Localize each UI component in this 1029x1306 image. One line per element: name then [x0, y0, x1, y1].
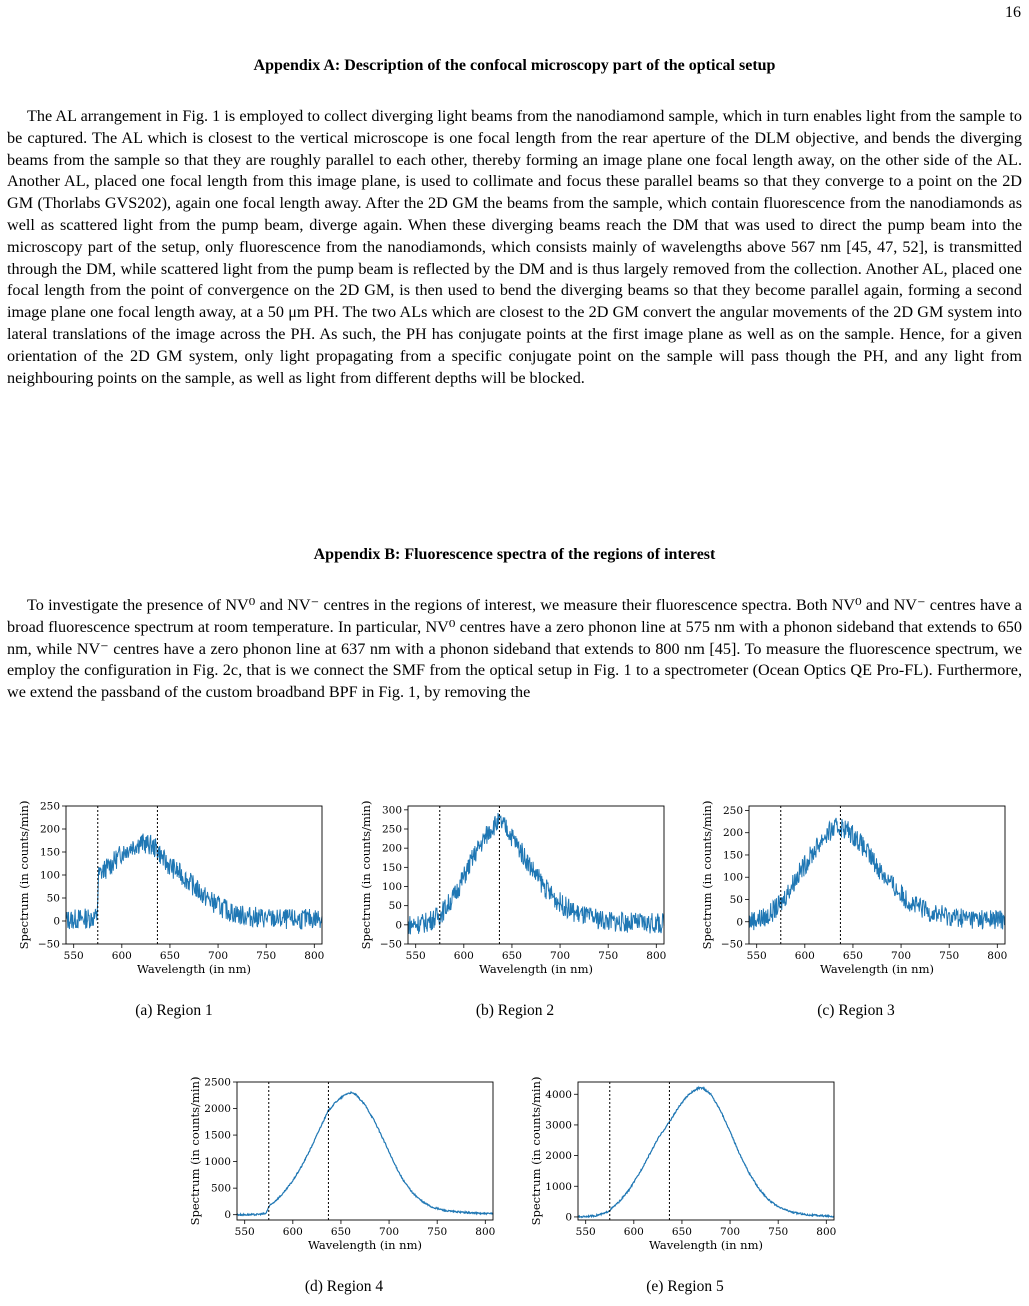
x-tick-label: 600 — [623, 1226, 644, 1238]
spectrum-line — [237, 1092, 493, 1215]
y-tick-label: −50 — [37, 938, 60, 951]
y-tick-label: 1000 — [204, 1156, 231, 1169]
x-tick-label: 700 — [550, 950, 571, 962]
y-tick-label: 200 — [39, 823, 60, 836]
y-axis-label: Spectrum (in counts/min) — [700, 800, 714, 950]
x-tick-label: 600 — [794, 950, 815, 962]
y-axis-label: Spectrum (in counts/min) — [359, 800, 373, 950]
y-tick-label: 0 — [224, 1209, 231, 1222]
plot-frame — [237, 1082, 493, 1220]
spectrum-chart-region-2 — [342, 800, 682, 1030]
y-tick-label: 200 — [722, 827, 743, 840]
caption-region-5: (e) Region 5 — [646, 1278, 724, 1295]
x-tick-label: 650 — [501, 950, 522, 962]
x-tick-label: 650 — [159, 950, 180, 962]
x-tick-label: 750 — [598, 950, 619, 962]
x-tick-label: 550 — [234, 1226, 255, 1238]
x-tick-label: 700 — [208, 950, 229, 962]
x-axis-label: Wavelength (in nm) — [649, 1238, 763, 1252]
x-axis-label: Wavelength (in nm) — [479, 962, 593, 976]
y-tick-label: 1000 — [545, 1180, 572, 1193]
appendix-b-heading: Appendix B: Fluorescence spectra of the regions of interest — [313, 546, 716, 563]
x-tick-label: 800 — [475, 1226, 496, 1238]
x-tick-label: 750 — [256, 950, 277, 962]
plot-frame — [749, 806, 1005, 944]
x-axis-label: Wavelength (in nm) — [137, 962, 251, 976]
y-tick-label: 50 — [388, 900, 402, 913]
x-tick-label: 600 — [111, 950, 132, 962]
x-tick-label: 750 — [427, 1226, 448, 1238]
y-tick-label: 150 — [381, 861, 402, 874]
y-tick-label: 250 — [39, 800, 60, 813]
y-tick-label: 0 — [53, 915, 60, 928]
caption-region-4: (d) Region 4 — [304, 1278, 384, 1295]
y-tick-label: 50 — [729, 893, 743, 906]
x-tick-label: 800 — [646, 950, 667, 962]
plot-frame — [66, 806, 322, 944]
x-tick-label: 600 — [453, 950, 474, 962]
y-tick-label: 300 — [381, 804, 402, 817]
x-tick-label: 750 — [939, 950, 960, 962]
x-tick-label: 700 — [720, 1226, 741, 1238]
y-axis-label: Spectrum (in counts/min) — [529, 1076, 543, 1226]
y-tick-label: 2000 — [204, 1103, 231, 1116]
x-tick-label: 800 — [816, 1226, 837, 1238]
x-tick-label: 800 — [987, 950, 1008, 962]
y-tick-label: 4000 — [545, 1088, 572, 1101]
y-tick-label: −50 — [379, 938, 402, 951]
x-tick-label: 650 — [842, 950, 863, 962]
y-tick-label: 0 — [395, 919, 402, 932]
spectrum-chart-region-4 — [171, 1076, 511, 1306]
spectrum-chart-region-5 — [512, 1076, 852, 1306]
x-tick-label: 700 — [379, 1226, 400, 1238]
x-tick-label: 700 — [891, 950, 912, 962]
y-tick-label: 100 — [39, 869, 60, 882]
spectrum-line — [578, 1087, 834, 1217]
x-tick-label: 550 — [63, 950, 84, 962]
y-tick-label: 100 — [381, 881, 402, 893]
appendix-a-heading: Appendix A: Description of the confocal microscopy part of the optical setup — [253, 57, 776, 74]
spectrum-line — [749, 818, 1005, 930]
spectrum-line — [408, 813, 664, 934]
spectrum-line — [66, 834, 322, 930]
x-axis-label: Wavelength (in nm) — [308, 1238, 422, 1252]
y-tick-label: 100 — [722, 871, 743, 884]
x-tick-label: 800 — [304, 950, 325, 962]
y-tick-label: 0 — [736, 916, 743, 929]
caption-region-1: (a) Region 1 — [135, 1002, 213, 1019]
x-tick-label: 600 — [282, 1226, 303, 1238]
x-tick-label: 750 — [768, 1226, 789, 1238]
caption-region-2: (b) Region 2 — [475, 1002, 555, 1019]
x-axis-label: Wavelength (in nm) — [820, 962, 934, 976]
x-tick-label: 650 — [330, 1226, 351, 1238]
y-axis-label: Spectrum (in counts/min) — [17, 800, 31, 950]
plot-frame — [578, 1082, 834, 1220]
y-tick-label: 250 — [722, 804, 743, 817]
y-tick-label: 3000 — [545, 1119, 572, 1132]
spectrum-chart-region-1 — [0, 800, 340, 1030]
y-tick-label: 1500 — [204, 1129, 231, 1142]
y-tick-label: 2500 — [204, 1076, 231, 1089]
y-axis-label: Spectrum (in counts/min) — [188, 1076, 202, 1226]
y-tick-label: 250 — [381, 823, 402, 836]
y-tick-label: 500 — [210, 1182, 231, 1195]
appendix-b-paragraph: To investigate the presence of NV⁰ and NV⁻ centres in the regions of interest, we measure their fluorescence spectra. Both NV⁰ and NV⁻ centres have a broad fluorescence spectrum at room temperature. In particular, NV⁰ centres have a zero phonon line at 575 nm with a phonon sideband that extends to 650 nm, while NV⁻ centres have a zero phonon line at 637 nm with a phonon sideband that extends to 800 nm [45]. To measure the fluorescence spectrum, we employ the configuration in Fig. 2c, that is we connect the SMF from the optical setup in Fig. 1 to a spectrometer (Ocean Optics QE Pro-FL). Furthermore, we extend the passband of the custom broadband BPF in Fig. 1, by removing the — [7, 596, 1022, 702]
x-tick-label: 550 — [575, 1226, 596, 1238]
page-number: 16 — [1005, 4, 1021, 21]
y-tick-label: 50 — [46, 892, 60, 905]
y-tick-label: 2000 — [545, 1150, 572, 1163]
spectrum-chart-region-3 — [683, 800, 1023, 1030]
x-tick-label: 650 — [671, 1226, 692, 1238]
x-tick-label: 550 — [405, 950, 426, 962]
y-tick-label: −50 — [720, 938, 743, 951]
y-tick-label: 0 — [565, 1211, 572, 1224]
x-tick-label: 550 — [746, 950, 767, 962]
caption-region-3: (c) Region 3 — [817, 1002, 895, 1019]
appendix-a-paragraph: The AL arrangement in Fig. 1 is employed to collect diverging light beams from the nanodiamond sample, which in turn enables light from the sample to be captured. The AL which is closest to the vertical microscope is one focal length from the rear aperture of the DLM objective, and bends the diverging beams from the sample so that they are roughly parallel to each other, thereby forming an image plane one focal length away, on the other side of the AL. Another AL, placed one focal length from this image plane, is used to collimate and focus these parallel beams so that they converge to a point on the 2D GM (Thorlabs GVS202), again one focal length away. After the 2D GM the beams from the sample, which contain fluorescence from the nanodiamonds as well as scattered light from the pump beam, diverge again. When these diverging beams reach the DM that was used to direct the pump beam into the microscopy part of the setup, only fluorescence from the nanodiamonds, which consists mainly of wavelengths above 567 nm [45, 47, 52], is transmitted through the DM, while scattered light from the pump beam is reflected by the DM and is thus largely removed from the collection. Another AL, placed one focal length from the point of convergence on the 2D GM, is then used to bend the diverging beams so that they become parallel again, forming a second image plane one focal length away, at a 50 μm PH. The two ALs which are closest to the 2D GM convert the angular movements of the 2D GM system into lateral translations of the image across the PH. As such, the PH has conjugate points at the first image plane as well as on the sample. Hence, for a given orientation of the 2D GM system, only light propagating from a specific conjugate point on the sample will pass though the PH, and any light from neighbouring points on the sample, as well as light from different depths will be blocked. — [7, 107, 1022, 387]
y-tick-label: 150 — [722, 849, 743, 862]
y-tick-label: 150 — [39, 846, 60, 859]
y-tick-label: 200 — [381, 842, 402, 855]
